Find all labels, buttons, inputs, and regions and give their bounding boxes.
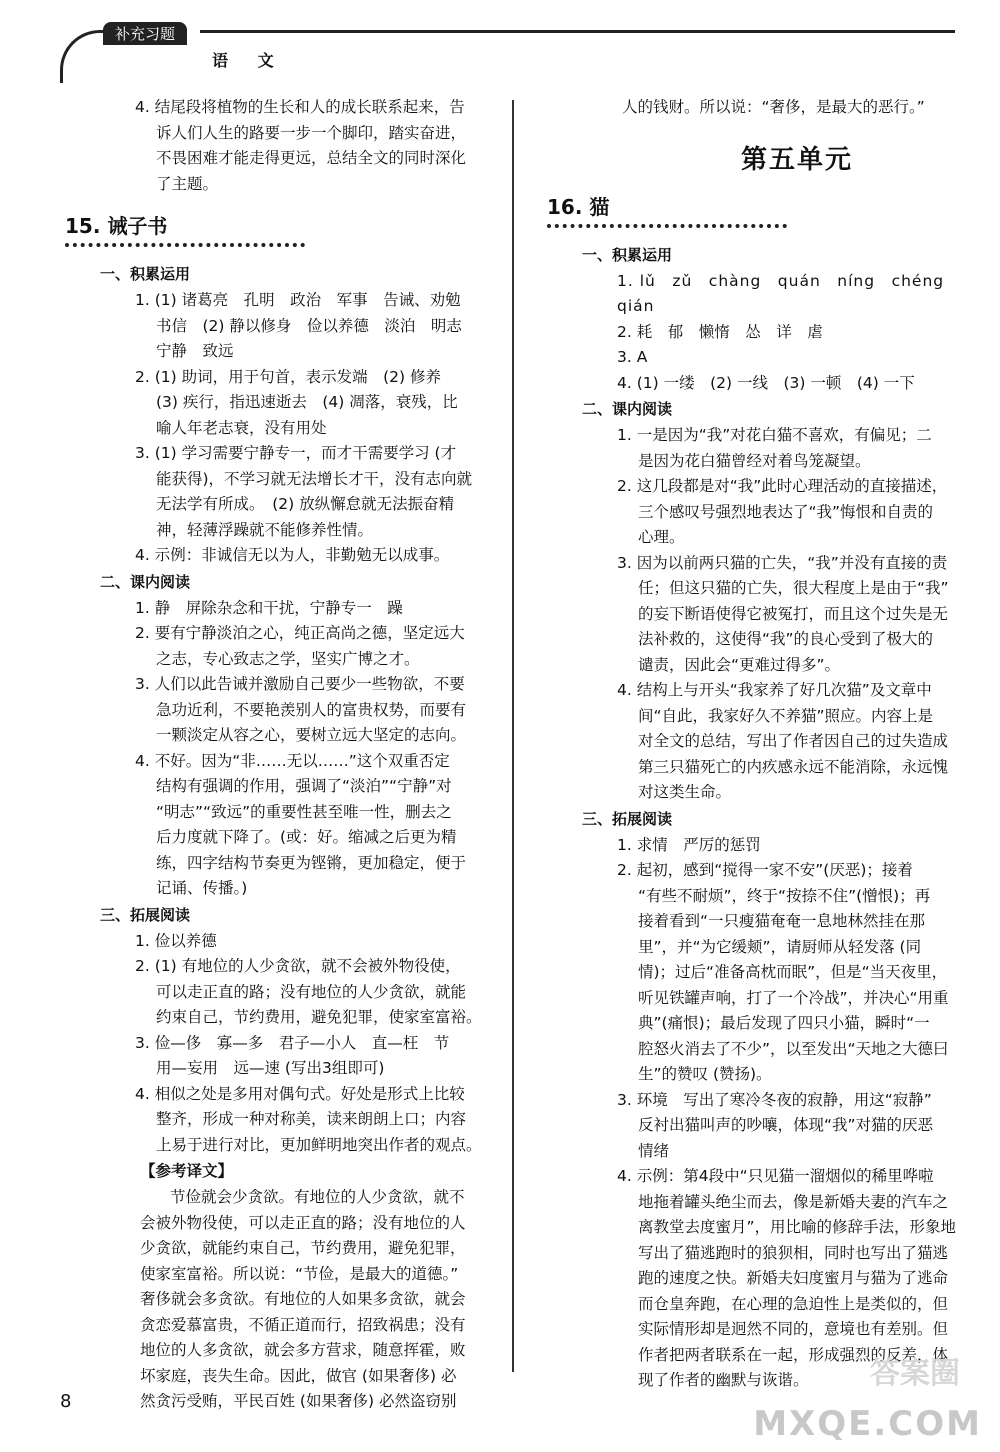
text-line: 结构有强调的作用，强调了“淡泊”“宁静”对: [156, 777, 452, 795]
text-line: 之志，专心致志之学，坚实广博之才。: [156, 649, 420, 668]
text-line: (3) 疾行，指迅速逝去 (4) 凋落，衰残，比: [156, 393, 458, 411]
text-line: 离教堂去度蜜月”，用比喻的修辞手法，形象地: [638, 1218, 957, 1236]
text-line: 不畏困难才能走得更远，总结全文的同时深化: [156, 149, 467, 167]
text-line: 的妄下断语使得它被冤打，而且这个过失是无: [638, 604, 949, 623]
text-line: 2. (1) 助词，用于句首，表示发端 (2) 修养: [135, 367, 441, 386]
text-line: 情)；过后“准备高枕而眠”，但是“当天夜里，: [638, 963, 948, 981]
text-line: 4. 相似之处是多用对偶句式。好处是形式上比较: [135, 1084, 465, 1103]
right-section-1-heading: 一、积累运用: [582, 245, 673, 264]
column-divider: [512, 100, 514, 1372]
right-section-3-heading: 三、拓展阅读: [582, 809, 673, 828]
text-line: 上易于进行对比，更加鲜明地突出作者的观点。: [156, 1135, 482, 1154]
text-line: 4. 结构上与开头“我家养了好几次猫”及文章中: [617, 681, 932, 699]
right-section-3: [542, 833, 972, 1394]
text-line: “有些不耐烦”，终于“按捺不住”(憎恨)；再: [638, 886, 931, 905]
text-line: 会被外物役使，可以走正直的路；没有地位的人: [140, 1213, 466, 1232]
page-header: [0, 0, 1000, 80]
text-line: 第三只猫死亡的内疚感永远不能消除，永远愧: [638, 757, 949, 776]
text-line: 急功近利，不要艳羡别人的富贵权势，而要有: [156, 700, 467, 719]
right-section-2: [542, 423, 972, 806]
text-line: 节俭就会少贪欲。有地位的人少贪欲，就不: [170, 1188, 465, 1206]
right-section-2-heading: 二、课内阅读: [582, 400, 673, 418]
text-line: 法补救的，这使得“我”的良心受到了极大的: [638, 630, 934, 648]
lesson-title-16: 16. 猫: [547, 194, 610, 219]
text-line: 实际情形却是迥然不同的，意境也有差别。但: [638, 1320, 949, 1338]
text-line: 心理。: [638, 528, 685, 546]
right-column: [542, 95, 972, 1394]
text-line: 写出了猫逃跑时的狼狈相，同时也写出了猫逃: [638, 1243, 949, 1262]
text-line: 而仓皇奔跑，在心理的急迫性上是类似的，但: [638, 1294, 949, 1313]
left-section-1-heading: 一、积累运用: [100, 265, 191, 283]
text-line: 1. 求情 严厉的惩罚: [617, 835, 761, 854]
text-line: 无法学有所成。 (2) 放纵懈怠就无法振奋精: [156, 495, 455, 513]
text-line: 2. (1) 有地位的人少贪欲，就不会被外物役使，: [135, 957, 461, 975]
text-line: 谴责，因此会“更难过得多”。: [638, 655, 841, 674]
text-line: 了主题。: [156, 174, 219, 193]
text-line: 能获得)，不学习就无法增长才干，没有志向就: [156, 469, 473, 488]
text-line: 对全文的总结，写出了作者因自己的过失造成: [638, 732, 949, 750]
text-line: 喻人年老志衰，没有用处: [156, 418, 327, 437]
text-line: 典”(痛恨)；最后发现了四只小猫，瞬时“一: [638, 1014, 930, 1032]
left-intro: [60, 95, 490, 197]
text-line: 使家室富裕。所以说：“节俭，是最大的道德。”: [140, 1264, 459, 1283]
text-line: 接着看到“一只瘦猫奄奄一息地林然挂在那: [638, 912, 926, 930]
text-line: 坏家庭，丧失生命。因此，做官 (如果奢侈) 必: [140, 1366, 457, 1385]
text-line: 1. 俭以养德: [135, 931, 217, 950]
left-column: [60, 95, 490, 1415]
title-dotted-rule: [65, 243, 305, 247]
text-line: 可以走正直的路；没有地位的人少贪欲，就能: [156, 982, 467, 1001]
text-line: 2. 这几段都是对“我”此时心理活动的直接描述，: [617, 477, 948, 495]
lesson-title-15: 15. 诫子书: [65, 214, 168, 238]
reference-translation: [60, 1185, 490, 1415]
text-line: 2. 要有宁静淡泊之心，纯正高尚之德，坚定远大: [135, 624, 465, 642]
left-section-1: [60, 288, 490, 569]
text-line: 记诵、传播。): [156, 879, 248, 897]
title-dotted-rule: [547, 224, 787, 228]
text-line: 后力度就下降了。(或：好。缩减之后更为精: [156, 828, 457, 846]
text-line: 4. 示例：第4段中“只见猫一溜烟似的稀里哗啦: [617, 1167, 934, 1185]
text-line: 宁静 致远: [156, 342, 234, 360]
text-line: 约束自己，节约费用，避免犯罪，使家室富裕。: [156, 1008, 482, 1026]
text-line: 2. 耗 郁 懒惰 怂 详 虐: [617, 322, 823, 341]
watermark-url: MXQE.COM: [753, 1404, 982, 1444]
text-line: 4. 示例：非诚信无以为人，非勤勉无以成事。: [135, 546, 450, 564]
left-section-2-heading: 二、课内阅读: [100, 572, 191, 591]
text-line: 3. 俭—侈 寡—多 君子—小人 直—枉 节: [135, 1033, 450, 1052]
text-line: 1. (1) 诸葛亮 孔明 政治 军事 告诫、劝勉: [135, 291, 461, 309]
left-section-3: [60, 929, 490, 1159]
text-line: 人的钱财。所以说：“奢侈，是最大的恶行。”: [622, 98, 925, 116]
watermark-logo: 答案圈: [870, 1356, 960, 1391]
text-line: 4. 结尾段将植物的生长和人的成长联系起来，告: [135, 98, 465, 116]
text-line: 书信 (2) 静以修身 俭以养德 淡泊 明志: [156, 316, 462, 335]
text-line: 任；但这只猫的亡失，很大程度上是由于“我”: [638, 579, 949, 597]
text-line: 地位的人多贪欲，就会多方营求，随意挥霍，败: [140, 1341, 466, 1359]
header-subject: 语 文: [212, 51, 286, 70]
header-tab: 补充习题: [103, 22, 187, 45]
text-line: 1. 静 屏除杂念和干扰，宁静专一 躁: [135, 598, 403, 617]
text-line: 听见铁罐声响，打了一个冷战”，并决心“用重: [638, 988, 949, 1007]
text-line: 跑的速度之快。新婚夫妇度蜜月与猫为了逃命: [638, 1269, 949, 1287]
page-number: 8: [60, 1391, 72, 1412]
text-line: 奢侈就会多贪欲。有地位的人如果多贪欲，就会: [140, 1290, 466, 1308]
text-line: 情绪: [638, 1141, 670, 1160]
text-line: 诉人们人生的路要一步一个脚印，踏实奋进，: [156, 123, 467, 142]
text-line: 是因为花白猫曾经对着鸟笼凝望。: [638, 451, 871, 470]
text-line: 整齐，形成一种对称美，读来朗朗上口；内容: [156, 1110, 467, 1128]
text-line: 反衬出猫叫声的吵嚷，体现“我”对猫的厌恶: [638, 1116, 934, 1134]
right-section-1: [542, 269, 972, 397]
text-line: 里”，并“为它缓颊”，请厨师从轻发落 (同: [638, 937, 922, 956]
right-top-text: [542, 95, 972, 121]
text-line: 少贪欲，就能约束自己，节约费用，避免犯罪，: [140, 1239, 466, 1257]
text-line: 地拖着罐头绝尘而去，像是新婚夫妻的汽车之: [638, 1192, 949, 1211]
reference-translation-label: 【参考译文】: [140, 1162, 234, 1180]
text-line: 4. (1) 一缕 (2) 一线 (3) 一顿 (4) 一下: [617, 373, 915, 392]
left-section-2: [60, 596, 490, 902]
text-line: 3. (1) 学习需要宁静专一，而才干需要学习 (才: [135, 444, 457, 462]
text-line: 3. 环境 写出了寒冷冬夜的寂静，用这“寂静”: [617, 1090, 932, 1109]
text-line: “明志”“致远”的重要性甚至唯一性，删去之: [156, 802, 452, 821]
text-line: 2. 起初，感到“搅得一家不安”(厌恶)；接着: [617, 861, 913, 879]
text-line: 生”的赞叹 (赞扬)。: [638, 1065, 772, 1083]
text-line: 贪恋爱慕富贵，不循正道而行，招致祸患；没有: [140, 1315, 466, 1334]
text-line: 3. 因为以前两只猫的亡失，“我”并没有直接的责: [617, 553, 948, 572]
header-rule: [200, 30, 955, 33]
text-line: 3. 人们以此告诫并激励自己要少一些物欲，不要: [135, 675, 465, 693]
left-section-3-heading: 三、拓展阅读: [100, 905, 191, 924]
text-line: 对这类生命。: [638, 783, 732, 801]
text-line: 然贪污受贿，平民百姓 (如果奢侈) 必然盗窃别: [140, 1392, 457, 1410]
text-line: 用—妄用 远—速 (写出3组即可): [156, 1059, 385, 1077]
text-line: 4. 不好。因为“非……无以……”这个双重否定: [135, 751, 450, 770]
text-line: 作者把两者联系在一起，形成强烈的反差，体: [638, 1345, 949, 1364]
text-line: 三个感叹号强烈地表达了“我”悔恨和自责的: [638, 502, 934, 521]
text-line: 1. lǔ zǔ chàng quán níng chéng qián: [617, 271, 961, 315]
unit-title: 第五单元: [740, 144, 853, 175]
text-line: 腔怒火消去了不少”，以至发出“天地之大德曰: [638, 1039, 949, 1058]
text-line: 1. 一是因为“我”对花白猫不喜欢，有偏见；二: [617, 426, 932, 444]
text-line: 3. A: [617, 348, 648, 366]
text-line: 间“自此，我家好久不养猫”照应。内容上是: [638, 706, 934, 725]
text-line: 现了作者的幽默与诙谐。: [638, 1371, 809, 1389]
text-line: 练，四字结构节奏更为铿锵，更加稳定，便于: [156, 853, 467, 872]
text-line: 神，轻薄浮躁就不能修养性情。: [156, 520, 374, 539]
text-line: 一颗淡定从容之心，要树立远大坚定的志向。: [156, 726, 467, 744]
